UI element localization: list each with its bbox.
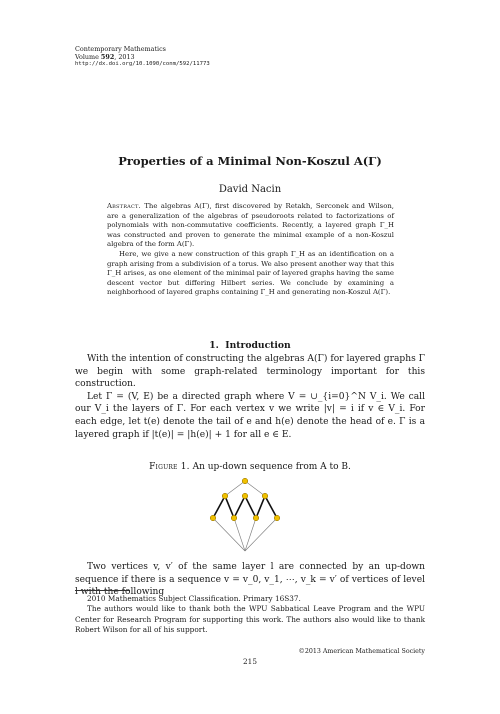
footnotes <box>75 594 425 636</box>
graph-node <box>274 515 280 521</box>
graph-node <box>231 515 237 521</box>
graph-node <box>262 493 268 499</box>
figure-label: Figure 1. <box>149 462 190 472</box>
layered-graph-figure <box>203 478 287 554</box>
graph-node <box>222 493 228 499</box>
graph-edge <box>225 481 245 496</box>
section-number: 1. <box>209 340 219 351</box>
section-title: Introduction <box>225 340 291 351</box>
graph-node <box>242 493 248 499</box>
section-heading <box>0 340 500 351</box>
graph-node <box>242 478 248 484</box>
doi-link[interactable]: http://dx.doi.org/10.1090/conm/592/11773 <box>75 61 210 68</box>
graph-edge <box>213 518 245 551</box>
volume-prefix: Volume <box>75 52 101 61</box>
graph-edge <box>245 518 256 551</box>
volume-line <box>75 54 210 62</box>
page-number: 215 <box>243 657 257 666</box>
graph-node <box>210 515 216 521</box>
graph-edge <box>234 518 245 551</box>
graph-node <box>253 515 259 521</box>
author-name: David Nacin <box>218 184 282 195</box>
journal-header <box>75 46 210 69</box>
path-edges <box>213 496 277 518</box>
abstract-label: Abstract. <box>107 202 141 210</box>
up-down-path <box>213 496 277 518</box>
body-paragraph-1: With the intention of constructing the algebras A(Γ) for layered graphs Γ we begin with some graph-related terminology important for this construction. <box>75 354 425 390</box>
footnote-msc: 2010 Mathematics Subject Classification. Primary 16S37. <box>87 594 301 603</box>
body-paragraph-2: Let Γ = (V, E) be a directed graph where V = ∪_{i=0}^N V_i. We call our V_i the layers of Γ. For each vertex v we write |v| = i if v ∈ V_i. For each edge, let t(e) denote the tail of e and h(e) denote the head of e. Γ is a layered graph if |t(e)| = |h(e)| + 1 for all e ∈ E. <box>75 391 425 440</box>
journal-name: Contemporary Mathematics <box>75 45 166 53</box>
body-text <box>75 353 425 441</box>
abstract-text-1: The algebras A(Γ), first discovered by Retakh, Serconek and Wilson, are a generalization of the algebras of pseudoroots related to factorizations of polynomials with non-commutative coefficients. Recently, a layered graph Γ_H was constructed and proven to generate the minimal example of a non-Koszul algebra of the form A(Γ). <box>107 202 394 249</box>
volume-year: , 2013 <box>114 52 135 61</box>
graph-nodes <box>210 478 280 521</box>
copyright-notice: ©2013 American Mathematical Society <box>298 648 425 655</box>
abstract-paragraph-2: Here, we give a new construction of this graph Γ_H as an identification on a graph arising from a subdivision of a torus. We also present another way that this Γ_H arises, as one element of the minimal pair of layered graphs having the same descent vector but differing Hilbert series. We conclude by examining a neighborhood of layered graphs containing Γ_H and generating non-Koszul A(Γ). <box>107 249 394 297</box>
body-paragraph-3: Two vertices v, v′ of the same layer l are connected by an up-down sequence if there is a sequence v = v_0, v_1, ⋯, v_k = v′ of vertices of level l with the following <box>75 562 425 598</box>
footnote-thanks: The authors would like to thank both the WPU Sabbatical Leave Program and the WPU Center for Research Program for supporting this work. The authors also would like to thank Robert Wilson for all of his support. <box>75 604 425 635</box>
abstract <box>107 202 394 298</box>
paper-title: Properties of a Minimal Non-Koszul A(Γ) <box>118 154 382 168</box>
figure-caption <box>0 462 500 472</box>
graph-edge <box>245 481 265 496</box>
thin-edges <box>213 481 277 551</box>
abstract-paragraph-1 <box>107 202 394 250</box>
figure-caption-text: An up-down sequence from A to B. <box>192 462 351 472</box>
volume-number: 592 <box>100 52 115 61</box>
graph-edge <box>245 518 277 551</box>
footnote-rule <box>75 590 130 591</box>
